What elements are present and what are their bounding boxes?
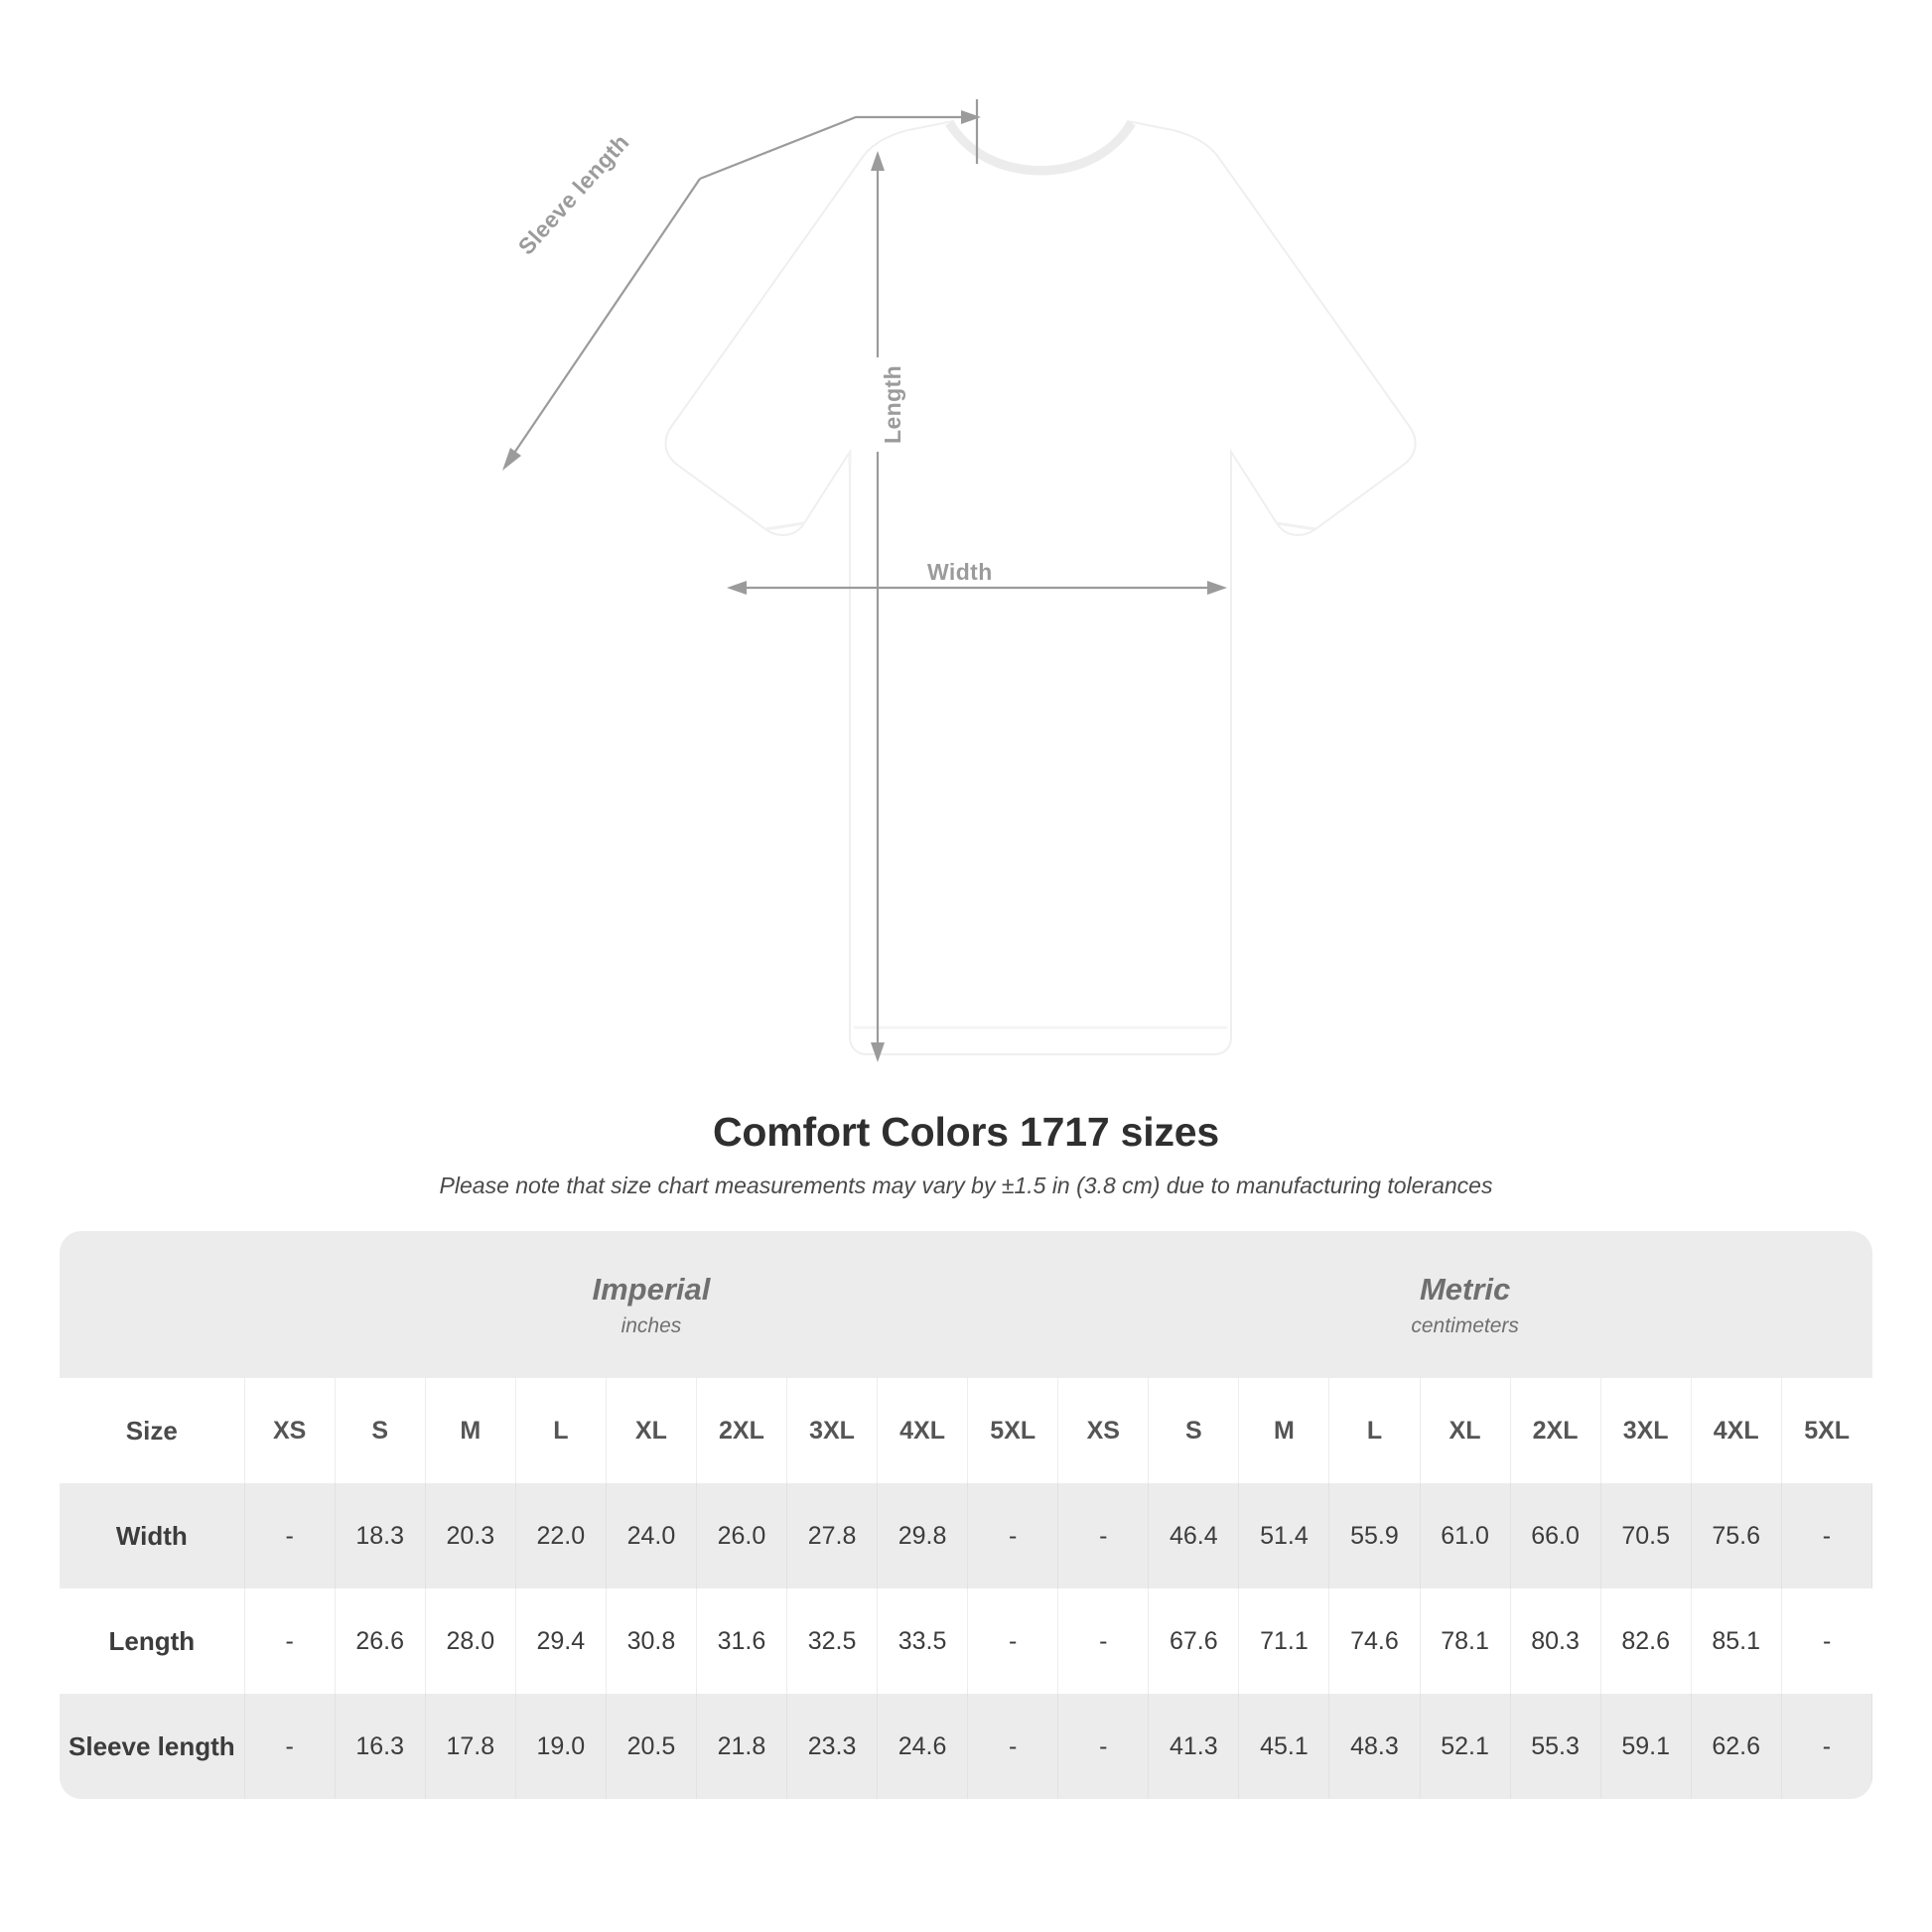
measurement-cell: 17.8 — [425, 1694, 515, 1799]
size-header-cell: XS — [244, 1378, 335, 1483]
measurement-cell: 27.8 — [787, 1483, 878, 1588]
table-corner-cell — [60, 1231, 244, 1378]
measurement-cell: 30.8 — [606, 1588, 696, 1694]
measurement-cell: 33.5 — [878, 1588, 968, 1694]
size-header-cell: 4XL — [1691, 1378, 1781, 1483]
measurement-cell: 62.6 — [1691, 1694, 1781, 1799]
measurement-cell: 75.6 — [1691, 1483, 1781, 1588]
size-header-cell: XL — [606, 1378, 696, 1483]
measurement-cell: 21.8 — [696, 1694, 786, 1799]
measurement-cell: 18.3 — [335, 1483, 425, 1588]
measurement-cell: - — [244, 1483, 335, 1588]
size-table-wrapper — [60, 1231, 1872, 1799]
measurement-cell: - — [968, 1694, 1058, 1799]
measurement-cell: 45.1 — [1239, 1694, 1329, 1799]
measurement-cell: - — [1058, 1588, 1149, 1694]
measurement-cell: 51.4 — [1239, 1483, 1329, 1588]
page-title: Comfort Colors 1717 sizes — [713, 1109, 1219, 1155]
size-header-cell: S — [1149, 1378, 1239, 1483]
tolerance-note: Please note that size chart measurements may vary by ±1.5 in (3.8 cm) due to manufacturing tolerances — [439, 1173, 1493, 1198]
measurement-cell: 32.5 — [787, 1588, 878, 1694]
measurement-cell: - — [1058, 1694, 1149, 1799]
measurement-cell: 48.3 — [1329, 1694, 1420, 1799]
size-header-cell: 2XL — [1510, 1378, 1600, 1483]
measurement-cell: 26.6 — [335, 1588, 425, 1694]
size-header-cell: M — [1239, 1378, 1329, 1483]
measurement-cell: 85.1 — [1691, 1588, 1781, 1694]
size-header-cell: 3XL — [787, 1378, 878, 1483]
measurement-cell: 59.1 — [1600, 1694, 1691, 1799]
sleeve-length-dimension-label: Sleeve length — [505, 121, 642, 268]
size-header-cell: L — [515, 1378, 606, 1483]
unit-group-name: Imperial — [592, 1271, 711, 1307]
row-header-sleeve-length: Sleeve length — [60, 1694, 244, 1799]
width-dimension-label: Width — [918, 559, 1002, 586]
size-header-cell: S — [335, 1378, 425, 1483]
measurement-cell: 67.6 — [1149, 1588, 1239, 1694]
size-header-cell: 4XL — [878, 1378, 968, 1483]
table-row — [60, 1588, 1872, 1694]
measurement-cell: 19.0 — [515, 1694, 606, 1799]
size-header-cell: XL — [1420, 1378, 1510, 1483]
measurement-cell: 24.0 — [606, 1483, 696, 1588]
table-row — [60, 1694, 1872, 1799]
length-dimension-label: Length — [876, 357, 910, 452]
size-header-label: Size — [60, 1378, 244, 1483]
measurement-cell: - — [1058, 1483, 1149, 1588]
measurement-cell: 52.1 — [1420, 1694, 1510, 1799]
size-header-row — [60, 1378, 1872, 1483]
size-header-cell: M — [425, 1378, 515, 1483]
measurement-cell: - — [244, 1694, 335, 1799]
measurement-cell: 28.0 — [425, 1588, 515, 1694]
measurement-cell: - — [1781, 1588, 1871, 1694]
unit-group-subtitle: centimeters — [1411, 1313, 1519, 1337]
measurement-cell: 24.6 — [878, 1694, 968, 1799]
measurement-cell: 70.5 — [1600, 1483, 1691, 1588]
measurement-cell: 20.3 — [425, 1483, 515, 1588]
size-table — [60, 1231, 1872, 1799]
size-header-cell: 5XL — [1781, 1378, 1871, 1483]
title-block — [0, 1109, 1932, 1199]
measurement-cell: 29.4 — [515, 1588, 606, 1694]
measurement-cell: - — [1781, 1483, 1871, 1588]
unit-group-header-metric — [1058, 1231, 1872, 1378]
measurement-cell: 31.6 — [696, 1588, 786, 1694]
row-header-width: Width — [60, 1483, 244, 1588]
unit-group-subtitle: inches — [621, 1313, 682, 1337]
table-row — [60, 1483, 1872, 1588]
measurement-cell: 71.1 — [1239, 1588, 1329, 1694]
measurement-cell: - — [244, 1588, 335, 1694]
measurement-cell: 22.0 — [515, 1483, 606, 1588]
measurement-cell: 82.6 — [1600, 1588, 1691, 1694]
row-header-length: Length — [60, 1588, 244, 1694]
measurement-cell: - — [968, 1588, 1058, 1694]
measurement-cell: 61.0 — [1420, 1483, 1510, 1588]
size-header-cell: XS — [1058, 1378, 1149, 1483]
measurement-cell: 20.5 — [606, 1694, 696, 1799]
measurement-cell: 55.3 — [1510, 1694, 1600, 1799]
unit-header-row — [60, 1231, 1872, 1378]
measurement-cell: 66.0 — [1510, 1483, 1600, 1588]
measurement-cell: - — [1781, 1694, 1871, 1799]
measurement-cell: 16.3 — [335, 1694, 425, 1799]
measurement-cell: 29.8 — [878, 1483, 968, 1588]
measurement-cell: 78.1 — [1420, 1588, 1510, 1694]
unit-group-name: Metric — [1419, 1271, 1511, 1307]
measurement-cell: 26.0 — [696, 1483, 786, 1588]
measurement-cell: 46.4 — [1149, 1483, 1239, 1588]
measurement-cell: 41.3 — [1149, 1694, 1239, 1799]
size-header-cell: 3XL — [1600, 1378, 1691, 1483]
measurement-cell: 55.9 — [1329, 1483, 1420, 1588]
measurement-cell: 74.6 — [1329, 1588, 1420, 1694]
size-header-cell: 5XL — [968, 1378, 1058, 1483]
size-header-cell: L — [1329, 1378, 1420, 1483]
measurement-cell: 23.3 — [787, 1694, 878, 1799]
unit-group-header-imperial — [244, 1231, 1058, 1378]
measurement-cell: - — [968, 1483, 1058, 1588]
size-header-cell: 2XL — [696, 1378, 786, 1483]
measurement-cell: 80.3 — [1510, 1588, 1600, 1694]
